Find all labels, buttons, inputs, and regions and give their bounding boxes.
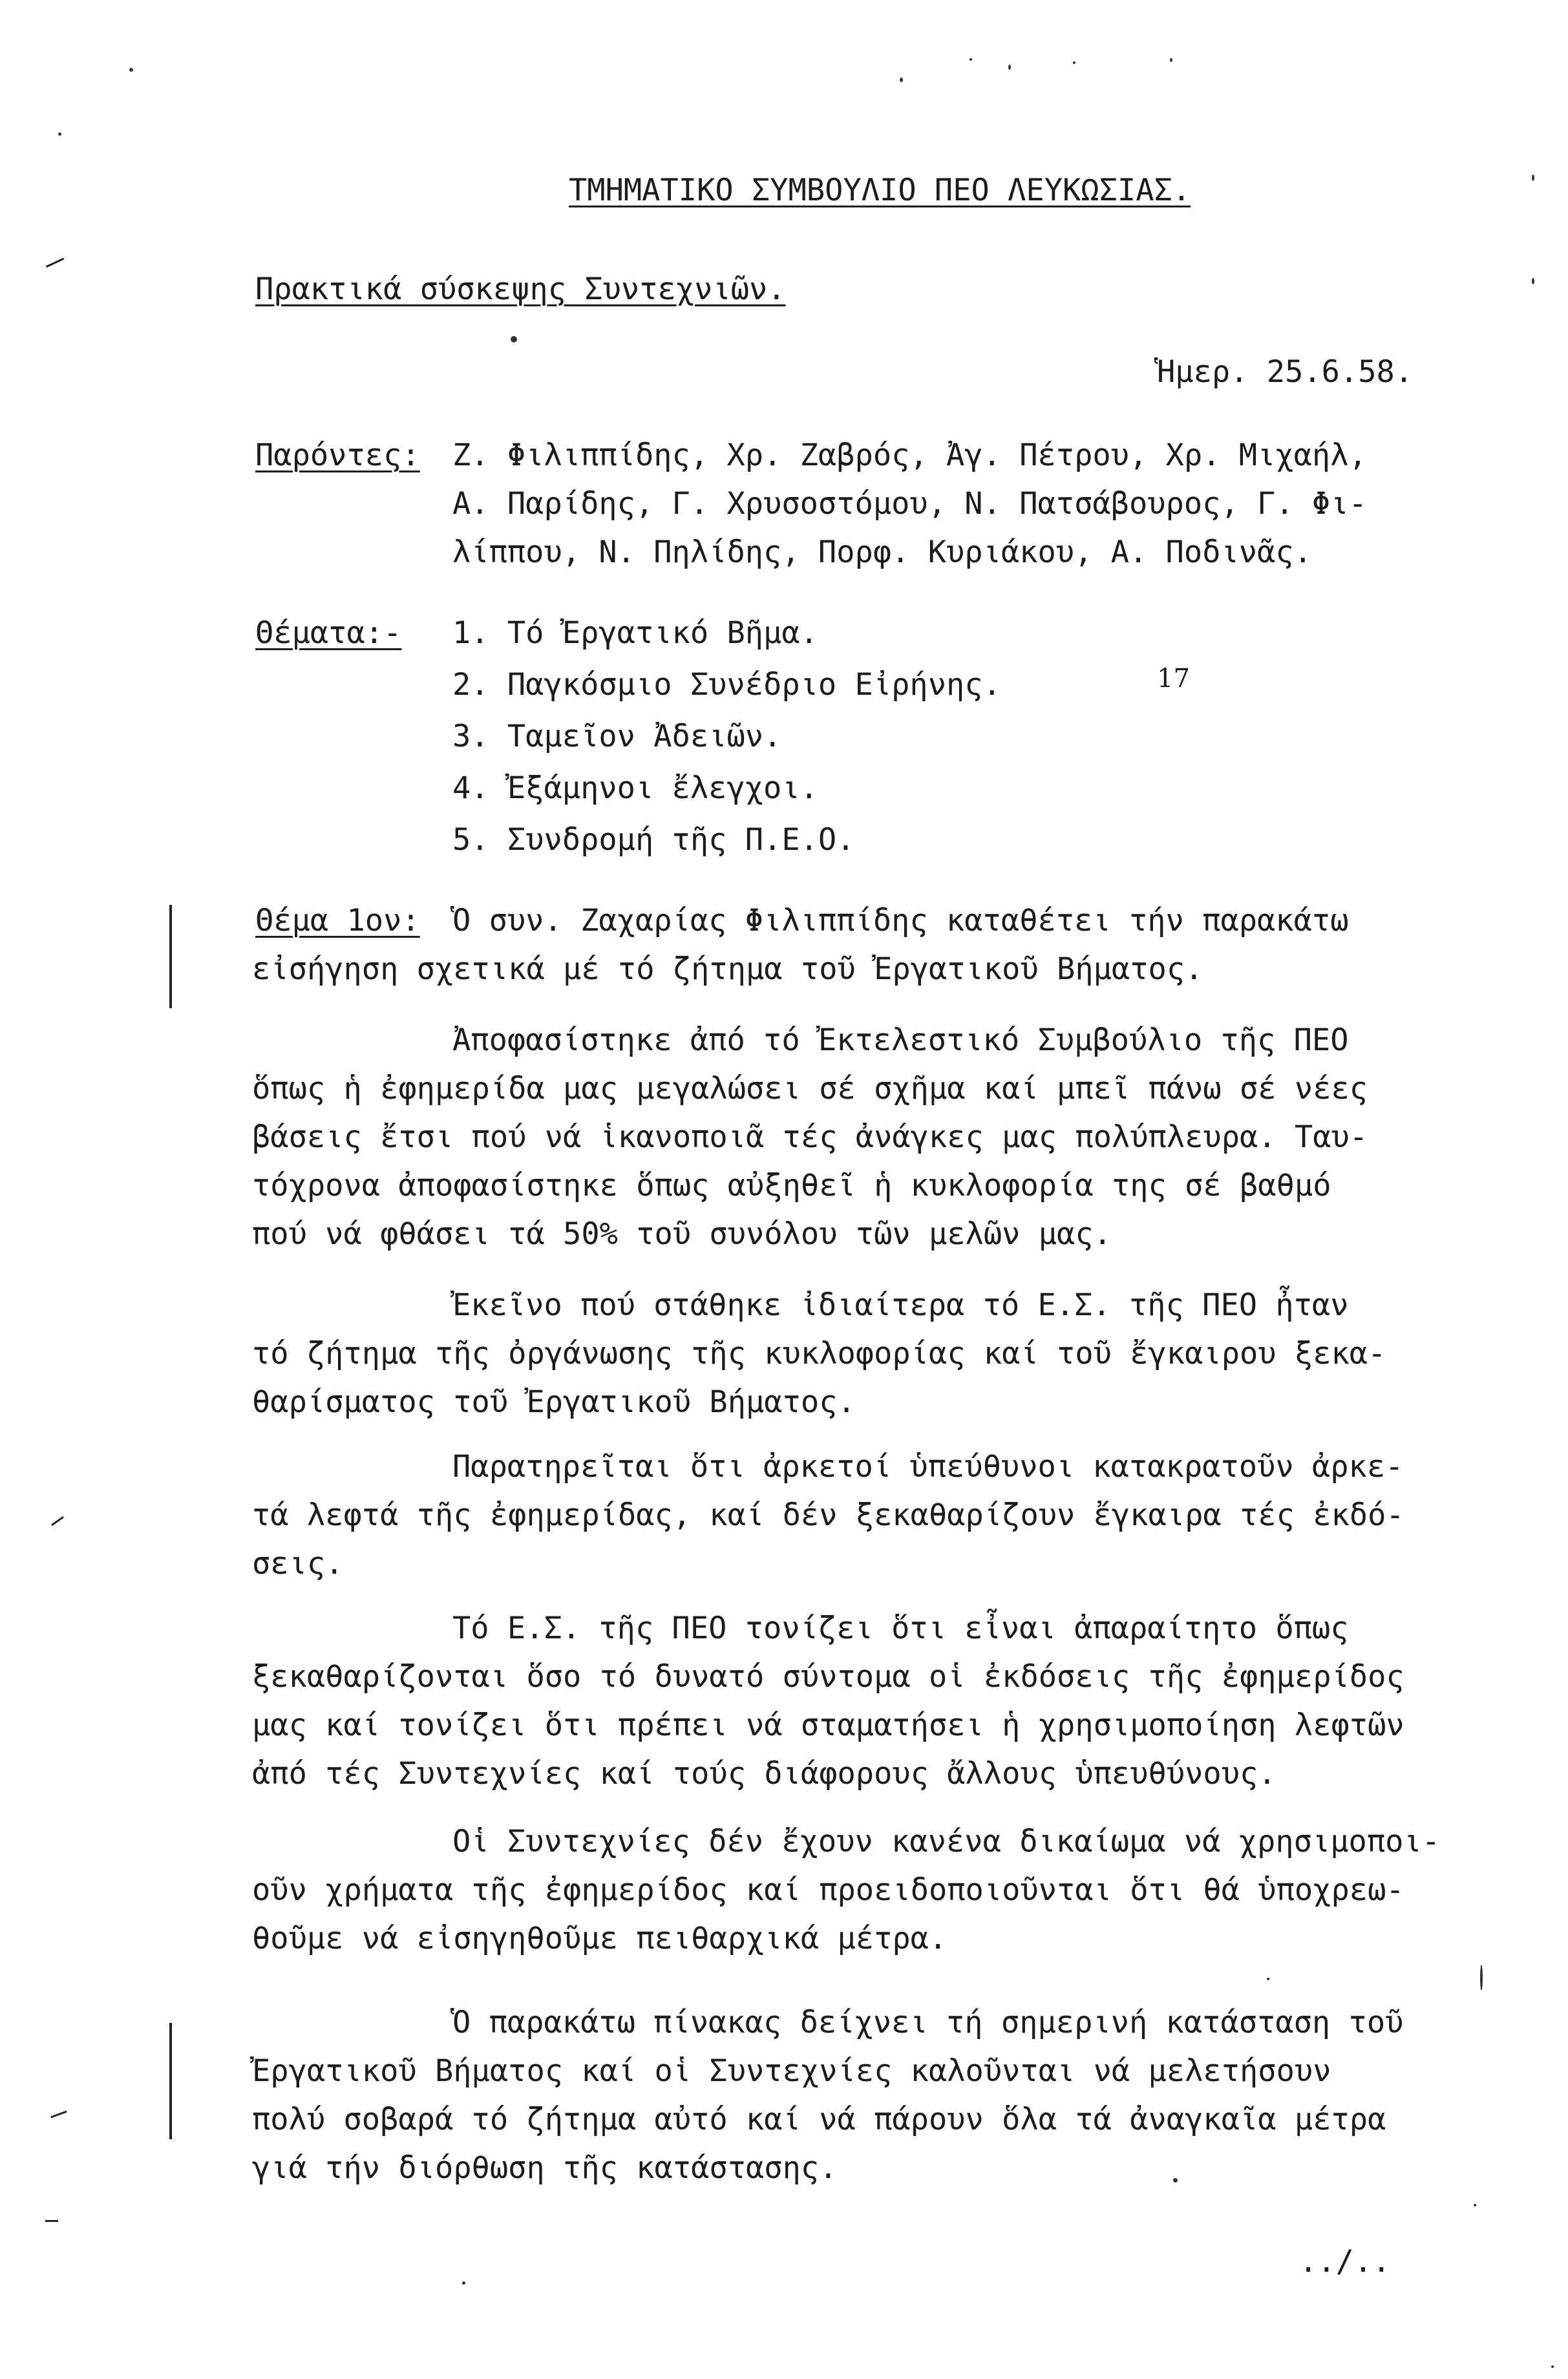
topic-item: 5. Συνδρομή τῆς Π.Ε.Ο. <box>452 822 855 858</box>
scan-speck <box>462 2281 465 2285</box>
paragraph-line: πού νά φθάσει τά 50% τοῦ συνόλου τῶν μελῶν μας. <box>252 1216 1112 1252</box>
margin-mark <box>45 2220 58 2222</box>
meeting-date: Ἡμερ. 25.6.58. <box>1157 354 1414 390</box>
attendees-line: Ζ. Φιλιππίδης, Χρ. Ζαβρός, Ἀγ. Πέτρου, Χρ. Μιχαήλ, <box>452 438 1367 473</box>
topic1-label: Θέμα 1ον: <box>255 903 420 938</box>
paragraph-line: ξεκαθαρίζονται ὅσο τό δυνατό σύντομα οἱ ἐκδόσεις τῆς ἐφημερίδος <box>252 1659 1404 1695</box>
attendees-line: Α. Παρίδης, Γ. Χρυσοστόμου, Ν. Πατσάβουρος, Γ. Φι- <box>452 486 1367 522</box>
paragraph-line: ὅπως ἡ ἐφημερίδα μας μεγαλώσει σέ σχῆμα καί μπεῖ πάνω σέ νέες <box>252 1071 1368 1106</box>
paragraph-line: Παρατηρεῖται ὅτι ἀρκετοί ὑπεύθυνοι κατακρατοῦν ἀρκε- <box>452 1449 1404 1485</box>
attendees-label: Παρόντες: <box>255 438 420 473</box>
scan-speck <box>1532 174 1534 181</box>
topic-item: 3. Ταμεῖον Ἀδειῶν. <box>452 719 782 754</box>
margin-mark <box>46 258 64 268</box>
scan-speck <box>1474 2204 1476 2206</box>
handwritten-note: 17 <box>1157 664 1190 693</box>
topic-item: 1. Τό Ἐργατικό Βῆμα. <box>452 615 818 651</box>
paragraph-line: θαρίσματος τοῦ Ἐργατικοῦ Βήματος. <box>252 1384 856 1420</box>
margin-mark <box>51 1516 64 1526</box>
paragraph-line: βάσεις ἔτσι πού νά ἱκανοποιᾶ τές ἀνάγκες μας πολύπλευρα. Ταυ- <box>252 1119 1368 1155</box>
paragraph-line: τό ζήτημα τῆς ὀργάνωσης τῆς κυκλοφορίας καί τοῦ ἔγκαιρου ξεκα- <box>252 1336 1386 1371</box>
scan-speck <box>1551 2365 1554 2368</box>
paragraph-line: τά λεφτά τῆς ἐφημερίδας, καί δέν ξεκαθαρίζουν ἔγκαιρα τές ἐκδό- <box>252 1497 1404 1533</box>
scan-speck <box>1173 2178 1178 2183</box>
scan-speck <box>511 336 517 343</box>
paragraph-line: μας καί τονίζει ὅτι πρέπει νά σταματήσει ἡ χρησιμοποίηση λεφτῶν <box>252 1708 1404 1743</box>
margin-mark <box>169 2023 172 2139</box>
document-subtitle: Πρακτικά σύσκεψης Συντεχνιῶν. <box>255 271 786 307</box>
paragraph-line: τόχρονα ἀποφασίστηκε ὅπως αὐξηθεῖ ἡ κυκλοφορία της σέ βαθμό <box>252 1168 1331 1203</box>
topic-item: 2. Παγκόσμιο Συνέδριο Εἰρήνης. <box>452 667 1001 703</box>
paragraph-line: πολύ σοβαρά τό ζήτημα αὐτό καί νά πάρουν ὅλα τά ἀναγκαῖα μέτρα <box>252 2102 1386 2137</box>
topic-item: 4. Ἐξάμηνοι ἔλεγχοι. <box>452 770 818 806</box>
scan-speck <box>1008 65 1011 70</box>
scan-speck <box>900 78 903 82</box>
paragraph-line: Ἀποφασίστηκε ἀπό τό Ἐκτελεστικό Συμβούλιο τῆς ΠΕΟ <box>452 1022 1349 1058</box>
paragraph-line: Τό Ε.Σ. τῆς ΠΕΟ τονίζει ὅτι εἶναι ἀπαραίτητο ὅπως <box>452 1611 1349 1646</box>
scan-speck <box>1532 278 1534 284</box>
topics-label: Θέματα:- <box>255 615 402 651</box>
paragraph-line: ἀπό τές Συντεχνίες καί τούς διάφορους ἄλλους ὑπευθύνους. <box>252 1756 1277 1792</box>
margin-mark <box>50 2111 67 2119</box>
paragraph-line: γιά τήν διόρθωση τῆς κατάστασης. <box>252 2150 838 2186</box>
scan-speck <box>58 132 61 136</box>
scan-speck <box>969 58 972 61</box>
paragraph-line: Ἐκεῖνο πού στάθηκε ἰδιαίτερα τό Ε.Σ. τῆς ΠΕΟ ἦταν <box>452 1287 1349 1323</box>
scan-speck <box>129 68 133 72</box>
margin-mark <box>169 905 172 1008</box>
paragraph-line: Ὁ παρακάτω πίνακας δείχνει τή σημερινή κατάσταση τοῦ <box>452 2005 1404 2040</box>
paragraph-line: εἰσήγηση σχετικά μέ τό ζήτημα τοῦ Ἐργατικοῦ Βήματος. <box>252 951 1203 987</box>
paragraph-line: Οἱ Συντεχνίες δέν ἔχουν κανένα δικαίωμα νά χρησιμοποι- <box>452 1824 1441 1859</box>
paragraph-line: Ἐργατικοῦ Βήματος καί οἱ Συντεχνίες καλοῦνται νά μελετήσουν <box>252 2053 1331 2089</box>
scan-speck <box>1267 1978 1269 1980</box>
document-title: ΤΜΗΜΑΤΙΚΟ ΣΥΜΒΟΥΛΙΟ ΠΕΟ ΛΕΥΚΩΣΙΑΣ. <box>569 173 1191 208</box>
scan-speck <box>1073 61 1075 64</box>
paragraph-line: θοῦμε νά εἰσηγηθοῦμε πειθαρχικά μέτρα. <box>252 1921 948 1956</box>
attendees-line: λίππου, Ν. Πηλίδης, Πορφ. Κυριάκου, Α. Ποδινᾶς. <box>452 534 1312 570</box>
paragraph-line: Ὁ συν. Ζαχαρίας Φιλιππίδης καταθέτει τήν παρακάτω <box>452 903 1349 938</box>
scan-speck <box>1170 58 1172 62</box>
paragraph-line: σεις. <box>252 1546 344 1581</box>
paragraph-line: οῦν χρήματα τῆς ἐφημερίδος καί προειδοποιοῦνται ὅτι θά ὑποχρεω- <box>252 1872 1404 1908</box>
continuation-mark: ../.. <box>1299 2244 1391 2279</box>
scan-speck <box>1480 1965 1483 1991</box>
